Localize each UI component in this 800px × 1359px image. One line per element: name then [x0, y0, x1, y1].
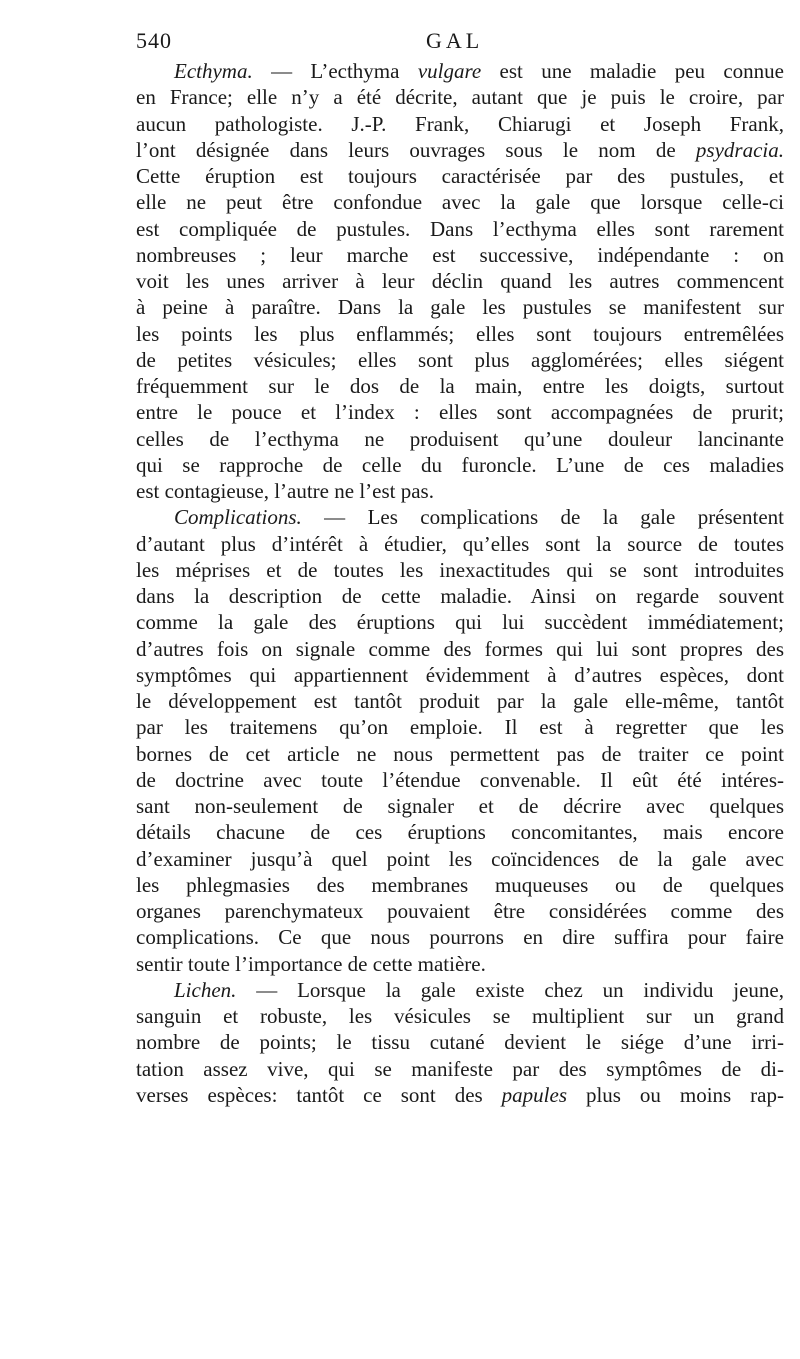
text-segment: plus ou moins rap- [567, 1082, 784, 1107]
text-line [136, 163, 784, 189]
text-line [136, 819, 784, 845]
page-number: 540 [136, 28, 172, 53]
text-line [136, 767, 784, 793]
text-line [136, 636, 784, 662]
text-segment: complications. Ce que nous pourrons en dire suffira pour faire [136, 925, 784, 950]
text-line [136, 1029, 784, 1055]
text-segment: entre le pouce et l’index : elles sont accompagnées de prurit; [136, 400, 784, 425]
text-segment: à peine à paraître. Dans la gale les pustules se manifestent sur [136, 295, 784, 320]
body-text [136, 58, 784, 1108]
text-line [136, 111, 784, 137]
text-segment: — Les complications de la gale présentent [301, 505, 784, 530]
text-segment: les points les plus enflammés; elles sont toujours entremêlées [136, 321, 784, 346]
text-segment: aucun pathologiste. J.-P. Frank, Chiarugi et Joseph Frank, [136, 111, 784, 136]
text-line [136, 977, 784, 1003]
text-line [136, 1082, 784, 1108]
text-line [136, 741, 784, 767]
italic-text: Complications. [174, 505, 302, 530]
text-line [136, 846, 784, 872]
text-segment: de petites vésicules; elles sont plus agglomérées; elles siégent [136, 347, 784, 372]
text-line [136, 373, 784, 399]
text-segment: comme la gale des éruptions qui lui succèdent immédiatement; [136, 610, 784, 635]
text-line [136, 662, 784, 688]
text-segment: nombre de points; le tissu cutané devient le siége d’une irri- [136, 1030, 784, 1055]
text-segment: l’ont désignée dans leurs ouvrages sous le nom de [136, 137, 696, 162]
text-line [136, 137, 784, 163]
text-line [136, 347, 784, 373]
text-segment: les méprises et de toutes les inexactitudes qui se sont introduites [136, 557, 784, 582]
text-segment: elle ne peut être confondue avec la gale que lorsque celle-ci [136, 190, 784, 215]
text-segment: sant non-seulement de signaler et de décrire avec quelques [136, 794, 784, 818]
text-segment: tation assez vive, qui se manifeste par des symptômes de di- [136, 1056, 784, 1081]
text-segment: dans la description de cette maladie. Ainsi on regarde souvent [136, 584, 784, 608]
italic-text: papules [501, 1082, 567, 1107]
text-segment: par les traitemens qu’on emploie. Il est à regretter que les [136, 715, 784, 740]
text-segment: est compliquée de pustules. Dans l’ecthyma elles sont rarement [136, 216, 784, 241]
text-segment: — L’ecthyma [252, 59, 418, 83]
text-segment: symptômes qui appartiennent évidemment à d’autres espèces, dont [136, 662, 784, 687]
text-segment: en France; elle n’y a été décrite, autant que je puis le croire, par [136, 85, 784, 110]
text-line [136, 84, 784, 110]
text-segment: verses espèces: tantôt ce sont des [136, 1082, 502, 1107]
text-line [136, 872, 784, 898]
text-line [136, 924, 784, 950]
text-segment: est contagieuse, l’autre ne l’est pas. [136, 479, 434, 503]
text-line [136, 688, 784, 714]
text-segment: de doctrine avec toute l’étendue convenable. Il eût été intéres- [136, 767, 784, 792]
text-segment: bornes de cet article ne nous permettent pas de traiter ce point [136, 741, 784, 766]
text-line [136, 557, 784, 583]
text-segment: sentir toute l’importance de cette matière. [136, 951, 486, 976]
text-line [136, 58, 784, 84]
running-head: GAL [426, 28, 484, 53]
text-segment: qui se rapproche de celle du furoncle. L’une de ces maladies [136, 452, 784, 477]
italic-text: Lichen. [174, 977, 237, 1002]
text-segment: fréquemment sur le dos de la main, entre les doigts, surtout [136, 374, 784, 398]
text-segment: organes parenchymateux pouvaient être considérées comme des [136, 899, 784, 923]
text-segment: les phlegmasies des membranes muqueuses ou de quelques [136, 872, 784, 897]
text-segment: le développement est tantôt produit par la gale elle-même, tantôt [136, 689, 784, 713]
text-line [136, 1056, 784, 1082]
text-line [136, 242, 784, 268]
text-line [136, 268, 784, 294]
text-line [136, 504, 784, 530]
text-line [136, 1003, 784, 1029]
text-line [136, 216, 784, 242]
text-line [136, 452, 784, 478]
page-header [136, 28, 786, 58]
text-line [136, 531, 784, 557]
text-segment: d’examiner jusqu’à quel point les coïncidences de la gale avec [136, 846, 784, 871]
text-segment: celles de l’ecthyma ne produisent qu’une douleur lancinante [136, 426, 784, 451]
text-line [136, 609, 784, 635]
text-line [136, 294, 784, 320]
text-line [136, 189, 784, 215]
text-line [136, 793, 784, 819]
italic-text: psydracia. [695, 137, 784, 162]
text-segment: d’autant plus d’intérêt à étudier, qu’elles sont la source de toutes [136, 531, 784, 556]
italic-text: Ecthyma. [174, 59, 253, 83]
text-segment: sanguin et robuste, les vésicules se multiplient sur un grand [136, 1004, 784, 1028]
text-segment: — Lorsque la gale existe chez un individu jeune, [236, 977, 784, 1002]
text-line [136, 399, 784, 425]
text-line [136, 426, 784, 452]
italic-text: vulgare [417, 59, 482, 83]
text-segment: d’autres fois on signale comme des formes qui lui sont propres des [136, 636, 784, 661]
text-segment: est une maladie peu connue [481, 59, 784, 83]
text-line [136, 583, 784, 609]
text-line [136, 321, 784, 347]
text-segment: détails chacune de ces éruptions concomitantes, mais encore [136, 820, 784, 845]
text-line [136, 478, 784, 504]
text-segment: nombreuses ; leur marche est successive, indépendante : on [136, 242, 784, 267]
text-segment: voit les unes arriver à leur déclin quand les autres commencent [136, 269, 784, 293]
text-line [136, 898, 784, 924]
text-line [136, 951, 784, 977]
text-segment: Cette éruption est toujours caractérisée par des pustules, et [136, 164, 784, 188]
text-line [136, 714, 784, 740]
